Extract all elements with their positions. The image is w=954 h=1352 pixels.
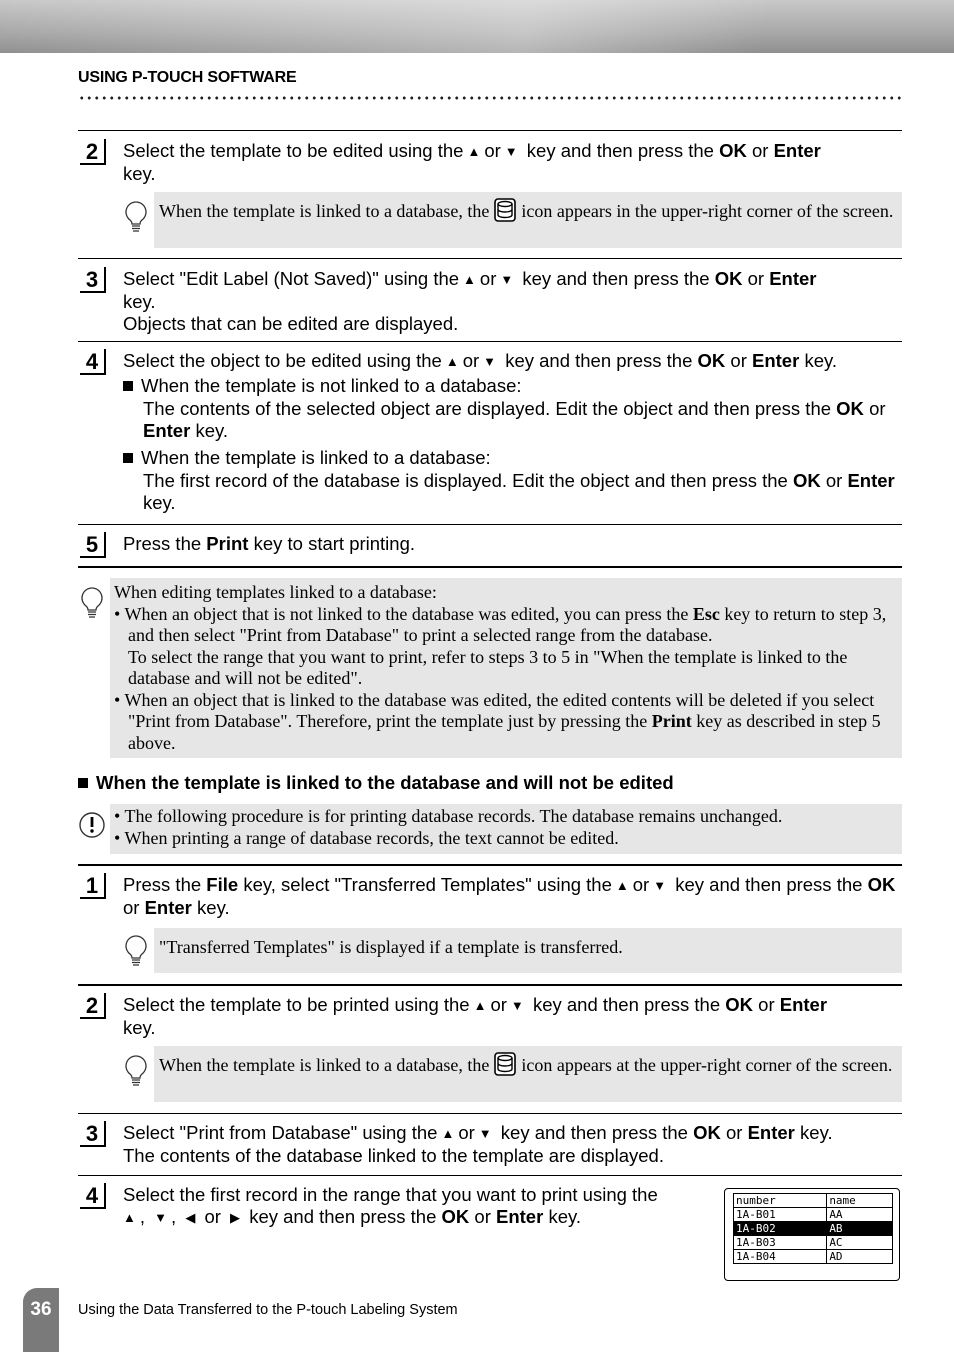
hint-note: "Transferred Templates" is displayed if a template is transferred. (154, 928, 902, 973)
step-text: Select the object to be edited using the ▲ or ▼ key and then press the OK or Enter key. When the template is not linked to a database: The contents of the selected object are displayed. Edit the object and then press the OK or Enter key. When the template is linked to a database: The first record of the database is displayed. Edit the object and then press the OK or Enter key. (123, 350, 895, 513)
step-text: Select "Print from Database" using the ▲ or ▼ key and then press the OK or Enter key. The contents of the database linked to the template are displayed. (123, 1122, 833, 1166)
step-number: 2 (80, 139, 106, 165)
table-header-row (734, 1194, 893, 1208)
square-bullet-icon (123, 381, 133, 391)
step-5-edit (78, 524, 902, 566)
up-arrow-icon: ▲ (445, 354, 459, 369)
up-arrow-icon: ▲ (463, 272, 476, 287)
lcd-screen-illustration (724, 1188, 900, 1281)
table-cell: AD (827, 1250, 893, 1264)
up-arrow-icon: ▲ (467, 144, 481, 159)
table-cell: 1A-B03 (734, 1236, 827, 1250)
table-cell: 1A-B02 (734, 1222, 827, 1236)
down-arrow-icon: ▼ (154, 1210, 168, 1225)
subsection-heading: When the template is linked to the database and will not be edited (78, 772, 674, 794)
step-3-edit (78, 259, 902, 341)
page-number: 36 (23, 1288, 59, 1352)
table-row-selected (734, 1222, 893, 1236)
table-cell: AA (827, 1208, 893, 1222)
step-number: 2 (80, 993, 106, 1019)
down-arrow-icon: ▼ (504, 144, 518, 159)
lightbulb-icon (78, 586, 106, 618)
table-row (734, 1208, 893, 1222)
down-arrow-icon: ▼ (478, 1126, 492, 1141)
table-header-cell: name (827, 1194, 893, 1208)
down-arrow-icon: ▼ (653, 878, 667, 893)
database-icon (493, 197, 517, 229)
up-arrow-icon: ▲ (441, 1126, 455, 1141)
hint-note: When the template is linked to a database, the icon appears at the upper-right corner of the screen. (154, 1046, 902, 1102)
step-3-print (78, 1113, 902, 1173)
lightbulb-icon (122, 200, 150, 232)
table-cell: 1A-B04 (734, 1250, 827, 1264)
database-icon (493, 1051, 517, 1083)
table-cell: AB (827, 1222, 893, 1236)
footer-text: Using the Data Transferred to the P-touch Labeling System (78, 1302, 458, 1318)
caution-icon (78, 810, 106, 842)
step-number: 3 (80, 267, 106, 293)
step-number: 3 (80, 1121, 106, 1147)
step-number: 5 (80, 532, 106, 558)
step-text: Select the first record in the range that you want to print using the ▲ , ▼ , ◀ or ▶ key and then press the OK or Enter key. (123, 1184, 658, 1227)
lightbulb-icon (122, 934, 150, 966)
dotted-divider (78, 95, 902, 101)
page-top-banner (0, 0, 954, 53)
step-text: Press the File key, select "Transferred Templates" using the ▲ or ▼ key and then press the OK or Enter key. (123, 874, 896, 918)
section-header: USING P-TOUCH SOFTWARE (78, 69, 297, 86)
table-row (734, 1236, 893, 1250)
step-number: 4 (80, 1183, 106, 1209)
step-text: Select the template to be edited using the ▲ or ▼ key and then press the OK or Enter key. (123, 140, 821, 184)
table-cell: 1A-B01 (734, 1208, 827, 1222)
hint-note: When the template is linked to a database, the icon appears in the upper-right corner of the screen. (154, 192, 902, 248)
table-header-cell: number (734, 1194, 827, 1208)
up-arrow-icon: ▲ (615, 878, 629, 893)
down-arrow-icon: ▼ (510, 998, 524, 1013)
up-arrow-icon: ▲ (123, 1210, 136, 1225)
database-record-table (733, 1193, 893, 1264)
right-arrow-icon: ▶ (230, 1210, 241, 1225)
step-4-edit (78, 341, 902, 523)
lightbulb-icon (122, 1054, 150, 1086)
step-text: Select the template to be printed using the ▲ or ▼ key and then press the OK or Enter key. (123, 994, 828, 1038)
left-arrow-icon: ◀ (185, 1210, 196, 1225)
step-text: Select "Edit Label (Not Saved)" using the ▲ or ▼ key and then press the OK or Enter key. Objects that can be edited are displayed. (123, 268, 817, 334)
editing-templates-note: When editing templates linked to a database: • When an object that is not linked to the database was edited, you can press the Esc key to return to step 3, and then select "Print from Database" to print a selected range from the database. To select the range that you want to print, refer to steps 3 to 5 in "When the template is linked to the database and will not be edited". • When an object that is linked to the database was edited, the edited contents will be deleted if you select "Print from Database". Therefore, print the template just by pressing the Print key as described in step 5 above. (110, 578, 902, 758)
down-arrow-icon: ▼ (483, 354, 497, 369)
table-cell: AC (827, 1236, 893, 1250)
square-bullet-icon (78, 778, 88, 788)
down-arrow-icon: ▼ (500, 272, 514, 287)
table-row (734, 1250, 893, 1264)
step-text: Press the Print key to start printing. (123, 533, 416, 554)
caution-note: • The following procedure is for printing database records. The database remains unchanged. • When printing a range of database records, the text cannot be edited. (110, 804, 902, 854)
step-number: 4 (80, 349, 106, 375)
square-bullet-icon (123, 453, 133, 463)
step-divider (78, 566, 902, 568)
step-number: 1 (80, 873, 106, 899)
up-arrow-icon: ▲ (473, 998, 487, 1013)
